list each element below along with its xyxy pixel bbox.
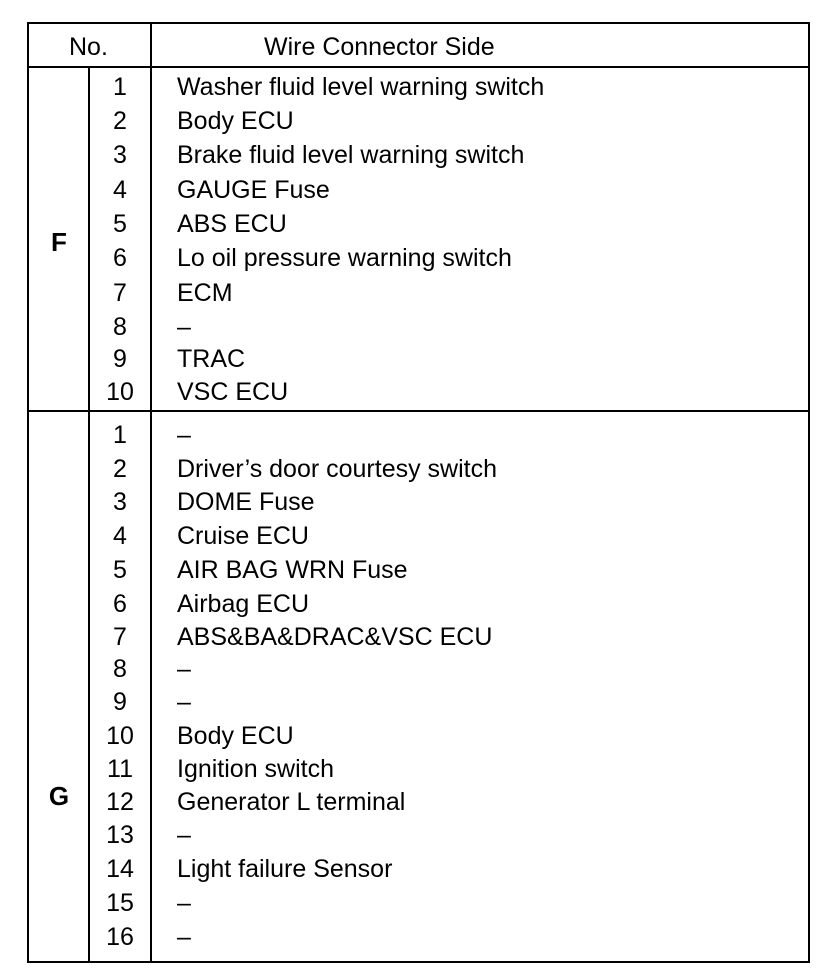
pin-description: VSC ECU: [177, 378, 289, 406]
divider-group-f-g: [29, 410, 808, 412]
pin-description: ABS ECU: [177, 210, 287, 238]
pin-description: TRAC: [177, 345, 246, 373]
pin-description: –: [177, 923, 191, 951]
group-label-f: F: [51, 227, 67, 257]
pin-number: 8: [113, 655, 127, 683]
pin-number: 16: [106, 923, 134, 951]
connector-table: [27, 22, 810, 963]
pin-number: 10: [106, 722, 134, 750]
pin-description: –: [177, 889, 191, 917]
pin-description: ABS&BA&DRAC&VSC ECU: [177, 623, 493, 651]
pin-number: 13: [106, 821, 134, 849]
pin-number: 4: [113, 522, 127, 550]
pin-description: Light failure Sensor: [177, 855, 393, 883]
pin-description: Washer fluid level warning switch: [177, 73, 545, 101]
divider-group-pin: [88, 68, 90, 961]
pin-number: 6: [113, 590, 127, 618]
pin-description: Driver’s door courtesy switch: [177, 455, 498, 483]
pin-description: Brake fluid level warning switch: [177, 141, 525, 169]
pin-number: 6: [113, 244, 127, 272]
pin-description: DOME Fuse: [177, 488, 315, 516]
pin-number: 7: [113, 279, 127, 307]
pin-description: –: [177, 313, 191, 341]
pin-description: Cruise ECU: [177, 522, 309, 550]
pin-description: –: [177, 688, 191, 716]
pin-description: Lo oil pressure warning switch: [177, 244, 512, 272]
header-wire-connector-side: Wire Connector Side: [264, 33, 495, 61]
pin-number: 3: [113, 141, 127, 169]
pin-description: Airbag ECU: [177, 590, 309, 618]
pin-number: 9: [113, 688, 127, 716]
pin-number: 8: [113, 313, 127, 341]
pin-number: 1: [113, 421, 127, 449]
pin-description: AIR BAG WRN Fuse: [177, 556, 408, 584]
pin-number: 5: [113, 556, 127, 584]
pin-number: 2: [113, 107, 127, 135]
pin-number: 9: [113, 345, 127, 373]
group-label-g: G: [48, 781, 70, 811]
pin-number: 10: [106, 378, 134, 406]
pin-description: –: [177, 821, 191, 849]
header-no: No.: [69, 33, 108, 61]
pin-description: GAUGE Fuse: [177, 176, 330, 204]
pin-description: –: [177, 655, 191, 683]
pin-number: 11: [107, 755, 133, 783]
pin-number: 7: [113, 623, 127, 651]
pin-description: Body ECU: [177, 107, 294, 135]
pin-description: Ignition switch: [177, 755, 335, 783]
pin-number: 3: [113, 488, 127, 516]
pin-description: ECM: [177, 279, 233, 307]
divider-pin-desc: [150, 24, 152, 961]
pin-number: 12: [106, 788, 134, 816]
pin-description: –: [177, 421, 191, 449]
divider-header: [29, 66, 808, 68]
pin-number: 14: [106, 855, 134, 883]
pin-number: 1: [113, 73, 127, 101]
pin-number: 2: [113, 455, 127, 483]
pin-number: 15: [106, 889, 134, 917]
pin-description: Generator L terminal: [177, 788, 406, 816]
pin-number: 4: [113, 176, 127, 204]
pin-number: 5: [113, 210, 127, 238]
pin-description: Body ECU: [177, 722, 294, 750]
